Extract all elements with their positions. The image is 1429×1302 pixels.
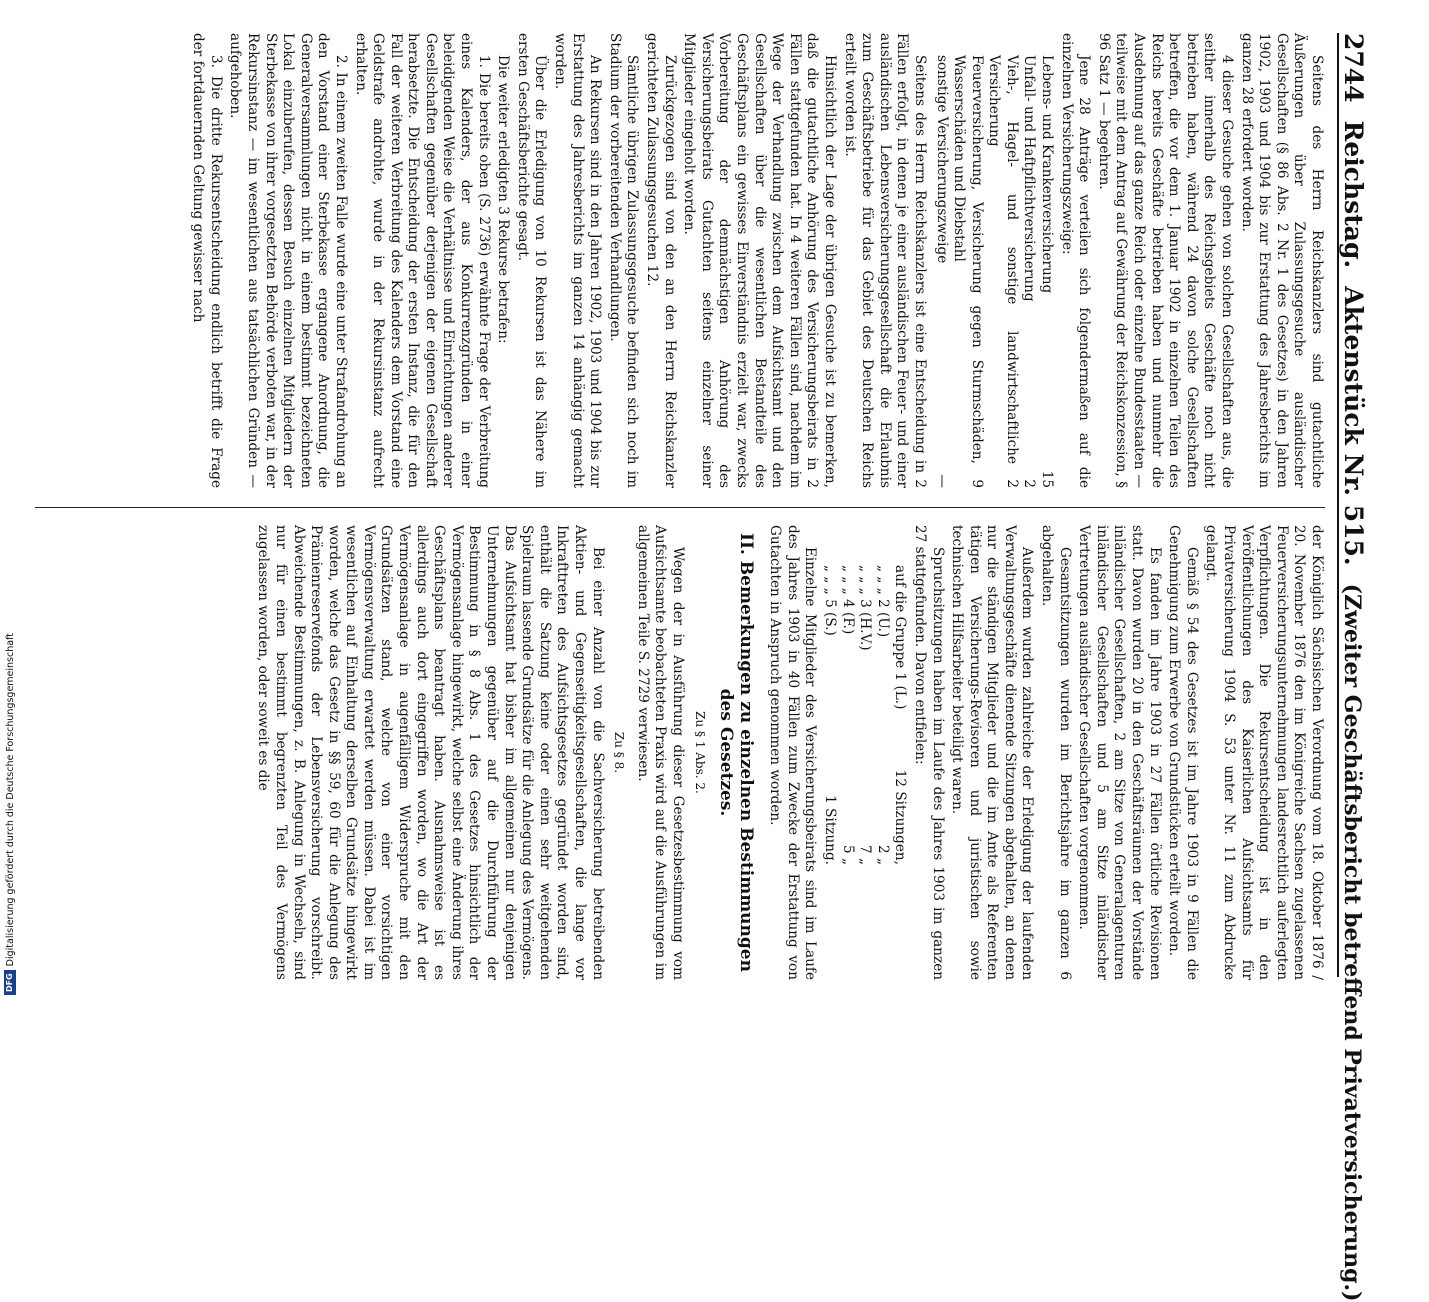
paragraph: Es fanden im Jahre 1903 in 27 Fällen örtliche Revisionen statt. Davon wurden 20 in den Geschäftsräumen der Vorstände inländischer Gesellschaften, 2 am Sitze von Generalagenturen inländischer Gesellschaften und 5 am Sitze inländischer Vertretungen ausländischer Gesellschaften vorgenommen. [1076, 525, 1163, 980]
dfg-logo: DFG [4, 970, 16, 995]
digitization-credit [2, 0, 18, 995]
subsection-heading: Zu § 1 Abs. 2. [692, 711, 707, 794]
sessions-list [820, 565, 908, 980]
paragraph: Die weiter erledigten 3 Rekurse betrafen: [495, 55, 512, 344]
numbered-item: 3. Die dritte Rekursentscheidung endlich betrifft die Frage der fortdauernden Geltung gewisser nach [190, 33, 224, 488]
list-item: Lebens- und Krankenversicherung 15 [1039, 55, 1056, 488]
right-column [252, 525, 1325, 980]
paragraph: Sämtliche übrigen Zulassungsgesuche befinden sich noch im Stadium der vorbereitenden Verhandlungen. [606, 33, 641, 488]
paragraph: der Königlich Sächsischen Verordnung vom 18. Oktober 1876 / 20. November 1876 den im Königreiche Sachsen zugelassenen Feuerversicherungsunternehmungen landesrechtlich auferlegten Verpflichtungen. Die Rekursentscheidung ist in den Veröffentlichungen des Kaiserlichen Aufsichtsamts für Privatversicherung 1904 S. 53 unter Nr. 11 zum Abdrucke gelangt. [1203, 525, 1325, 980]
numbered-item: 2. In einem zweiten Falle wurde eine unter Strafandrohung an den Vorstand einer Sterbekasse ergangene Anordnung, die Generalversammlungen nicht in einem bestimmt bezeichneten Lokal einzuberufen, dessen Besuch einzelnen Mitgliedern der Sterbekasse von ihrer vorgesetzten Behörde verboten war, in der Rekursinstanz — im wesentlichen aus tatsächlichen Gründen — aufgehoben. [227, 33, 349, 488]
list-item: „ „ „ 2 (U.) 2 „ [874, 565, 891, 865]
column-divider [35, 507, 1325, 508]
document-title: Aktenstück Nr. 515. [1339, 286, 1368, 566]
page-header [1337, 33, 1379, 1302]
document-subtitle: (Zweiter Geschäftsbericht betreffend Privatversicherung.) [1339, 583, 1365, 1302]
list-item: „ „ „ 4 (F.) 5 „ [839, 565, 856, 865]
list-item: „ „ „ 5 (S.) 1 Sitzung. [821, 565, 838, 865]
paragraph: Gesamtsitzungen wurden im Berichtsjahre im ganzen 6 abgehalten. [1039, 525, 1073, 980]
paragraph: Wegen der in Ausführung dieser Gesetzesbestimmung vom Aufsichtsamte beobachteten Praxis wird auf die Ausführungen im allgemeinen Teile S. 2729 verwiesen. [634, 525, 686, 980]
left-column [187, 33, 1325, 488]
credit-text: Digitalisierung gefördert durch die Deutsche Forschungsgemeinschaft [4, 633, 16, 967]
source-title: Reichstag. [1339, 120, 1368, 269]
paragraph: Hinsichtlich der Lage der übrigen Gesuche ist zu bemerken, daß die gutachtliche Anhörung des Versicherungsbeirats in 2 Fällen stattgefunden hat. In 4 weiteren Fällen sind, nachdem im Wege der Verhandlung zwischen dem Aufsichtsamt und den Gesellschaften über die wesentlichen Bestandteile des Geschäftsplans ein gewisses Einverständnis erzielt war, zwecks Vorbereitung der demnächstigen Anhörung des Versicherungsbeirats Gutachten seitens einzelner seiner Mitglieder eingeholt worden. [681, 33, 838, 488]
paragraph: Gemäß § 54 des Gesetzes ist im Jahre 1903 in 9 Fällen die Genehmigung zum Erwerbe von Grundstücken erteilt worden. [1166, 525, 1200, 980]
paragraph: Seitens des Herrn Reichskanzlers sind gutachtliche Äußerungen über Zulassungsgesuche ausländischer Gesellschaften (§ 86 Abs. 2 Nr. 1 des Gesetzes) in den Jahren 1902, 1903 und 1904 bis zur Erstattung des Jahresberichts im ganzen 28 erfordert worden. [1238, 33, 1325, 488]
document-page [0, 25, 1385, 1302]
section-heading: II. Bemerkungen zu einzelnen Bestimmungen des Gesetzes. [715, 533, 756, 972]
list-item: auf die Gruppe 1 (L.) 12 Sitzungen, [892, 565, 909, 865]
paragraph: Einzelne Mitglieder des Versicherungsbeirats sind im Laufe des Jahres 1903 in 40 Fällen zum Zwecke der Erstattung von Gutachten in Anspruch genommen worden. [767, 525, 819, 980]
paragraph: Spruchsitzungen haben im Laufe des Jahres 1903 im ganzen 27 stattgefunden. Davon entfielen: [911, 525, 946, 980]
branches-list [932, 55, 1055, 488]
list-item: Feuerversicherung, Versicherung gegen Sturmschäden, Wasserschäden und Diebstahl 9 [951, 55, 985, 488]
list-item: Unfall- und Haftpflichtversicherung 2 [1021, 55, 1038, 488]
paragraph: 4 dieser Gesuche gehen von solchen Gesellschaften aus, die seither innerhalb des Reichsgebiets Geschäfte noch nicht betrieben haben, während 24 davon solche Gesellschaften betreffen, die vor dem 1. Januar 1902 in einzelnen Teilen des Reichs bereits Geschäfte betrieben haben und nunmehr die Ausdehnung auf das ganze Reich oder einzelne Bundesstaaten — teilweise mit dem Antrag auf Gewährung der Reichskonzession, § 96 Satz 1 — begehren. [1095, 33, 1236, 488]
list-item: Vieh-, Hagel- und sonstige landwirtschaftliche Versicherung 2 [986, 55, 1020, 488]
paragraph: Zurückgezogen sind von den an den Herrn Reichskanzler gerichteten Zulassungsgesuchen 12. [644, 33, 678, 488]
list-item: „ „ „ 3 (H.V.) 7 „ [857, 565, 874, 865]
subsection-heading: Zu § 8. [612, 731, 627, 774]
paragraph: Jene 28 Anträge verteilen sich folgendermaßen auf die einzelnen Versicherungszweige: [1058, 33, 1093, 488]
page-number: 2744 [1339, 33, 1368, 103]
paragraph: Über die Erledigung von 10 Rekursen ist das Nähere im ersten Geschäftsberichte gesagt. [514, 33, 549, 488]
paragraph: Bei einer Anzahl von die Sachversicherung betreibenden Aktien- und Gegenseitigkeitsgesellschaften, die lange vor Inkrafttreten des Aufsichtsgesetzes gegründet worden sind, enthält die Satzung keine oder einen sehr weitgehenden Spielraum lassende Grundsätze für die Anlegung des Vermögens. Das Aufsichtsamt hat bisher im allgemeinen nur denjenigen Unternehmungen gegenüber auf die Durchführung der Bestimmung in § 8 Abs. 1 des Gesetzes hinsichtlich der Vermögensanlage hingewirkt, welche selbst eine Änderung ihres Geschäftsplans beantragt haben. Ausnahmsweise ist es allerdings auch dort eingegriffen worden, wo die Art der Vermögensanlage in augenfälligem Widerspruche mit den Grundsätzen stand, welche von einer vorsichtigen Vermögensverwaltung erwartet werden müssen. Dabei ist im wesentlichen auf Einhaltung derselben Grundsätze hingewirkt worden, welche das Gesetz in §§ 59, 60 für die Anlegung des Prämienreservefonds der Lebensversicherung vorschreibt. Abweichende Bestimmungen, z. B. Anlegung in Wechseln, sind nur für einen bestimmt begrenzten Teil des Vermögens zugelassen worden, oder soweit es die [255, 525, 606, 980]
paragraph: Seitens des Herrn Reichskanzlers ist eine Entscheidung in 2 Fällen erfolgt, in denen je einer ausländischen Feuer- und einer ausländischen Lebensversicherungsgesellschaft die Erlaubnis zum Geschäftsbetriebe für das Gebiet des Deutschen Reichs erteilt worden ist. [841, 33, 928, 488]
list-item: sonstige Versicherungszweige — [933, 55, 950, 488]
paragraph: Außerdem wurden zahlreiche der Erledigung der laufenden Verwaltungsgeschäfte dienende Sitzungen abgehalten, an denen nur die ständigen Mitglieder und die im Amte als Referenten tätigen Versicherungs-Revisoren und juristischen sowie technischen Hilfsarbeiter beteiligt waren. [949, 525, 1036, 980]
paragraph: An Rekursen sind in den Jahren 1902, 1903 und 1904 bis zur Erstattung des Jahresberichts im ganzen 14 anhängig gemacht worden. [552, 33, 604, 488]
numbered-item: 1. Die bereits oben (S. 2736) erwähnte Frage der Verbreitung eines Kalenders, der aus Konkurrenzgründen in einer beleidigenden Weise die Verhältnisse und Einrichtungen anderer Gesellschaften gegenüber derjenigen der eigenen Gesellschaft herabsetzte. Die Entscheidung der ersten Instanz, die für den Fall der weiteren Verbreitung des Kalenders dem Vorstand eine Geldstrafe androhte, wurde in der Rekursinstanz aufrecht erhalten. [352, 33, 492, 488]
